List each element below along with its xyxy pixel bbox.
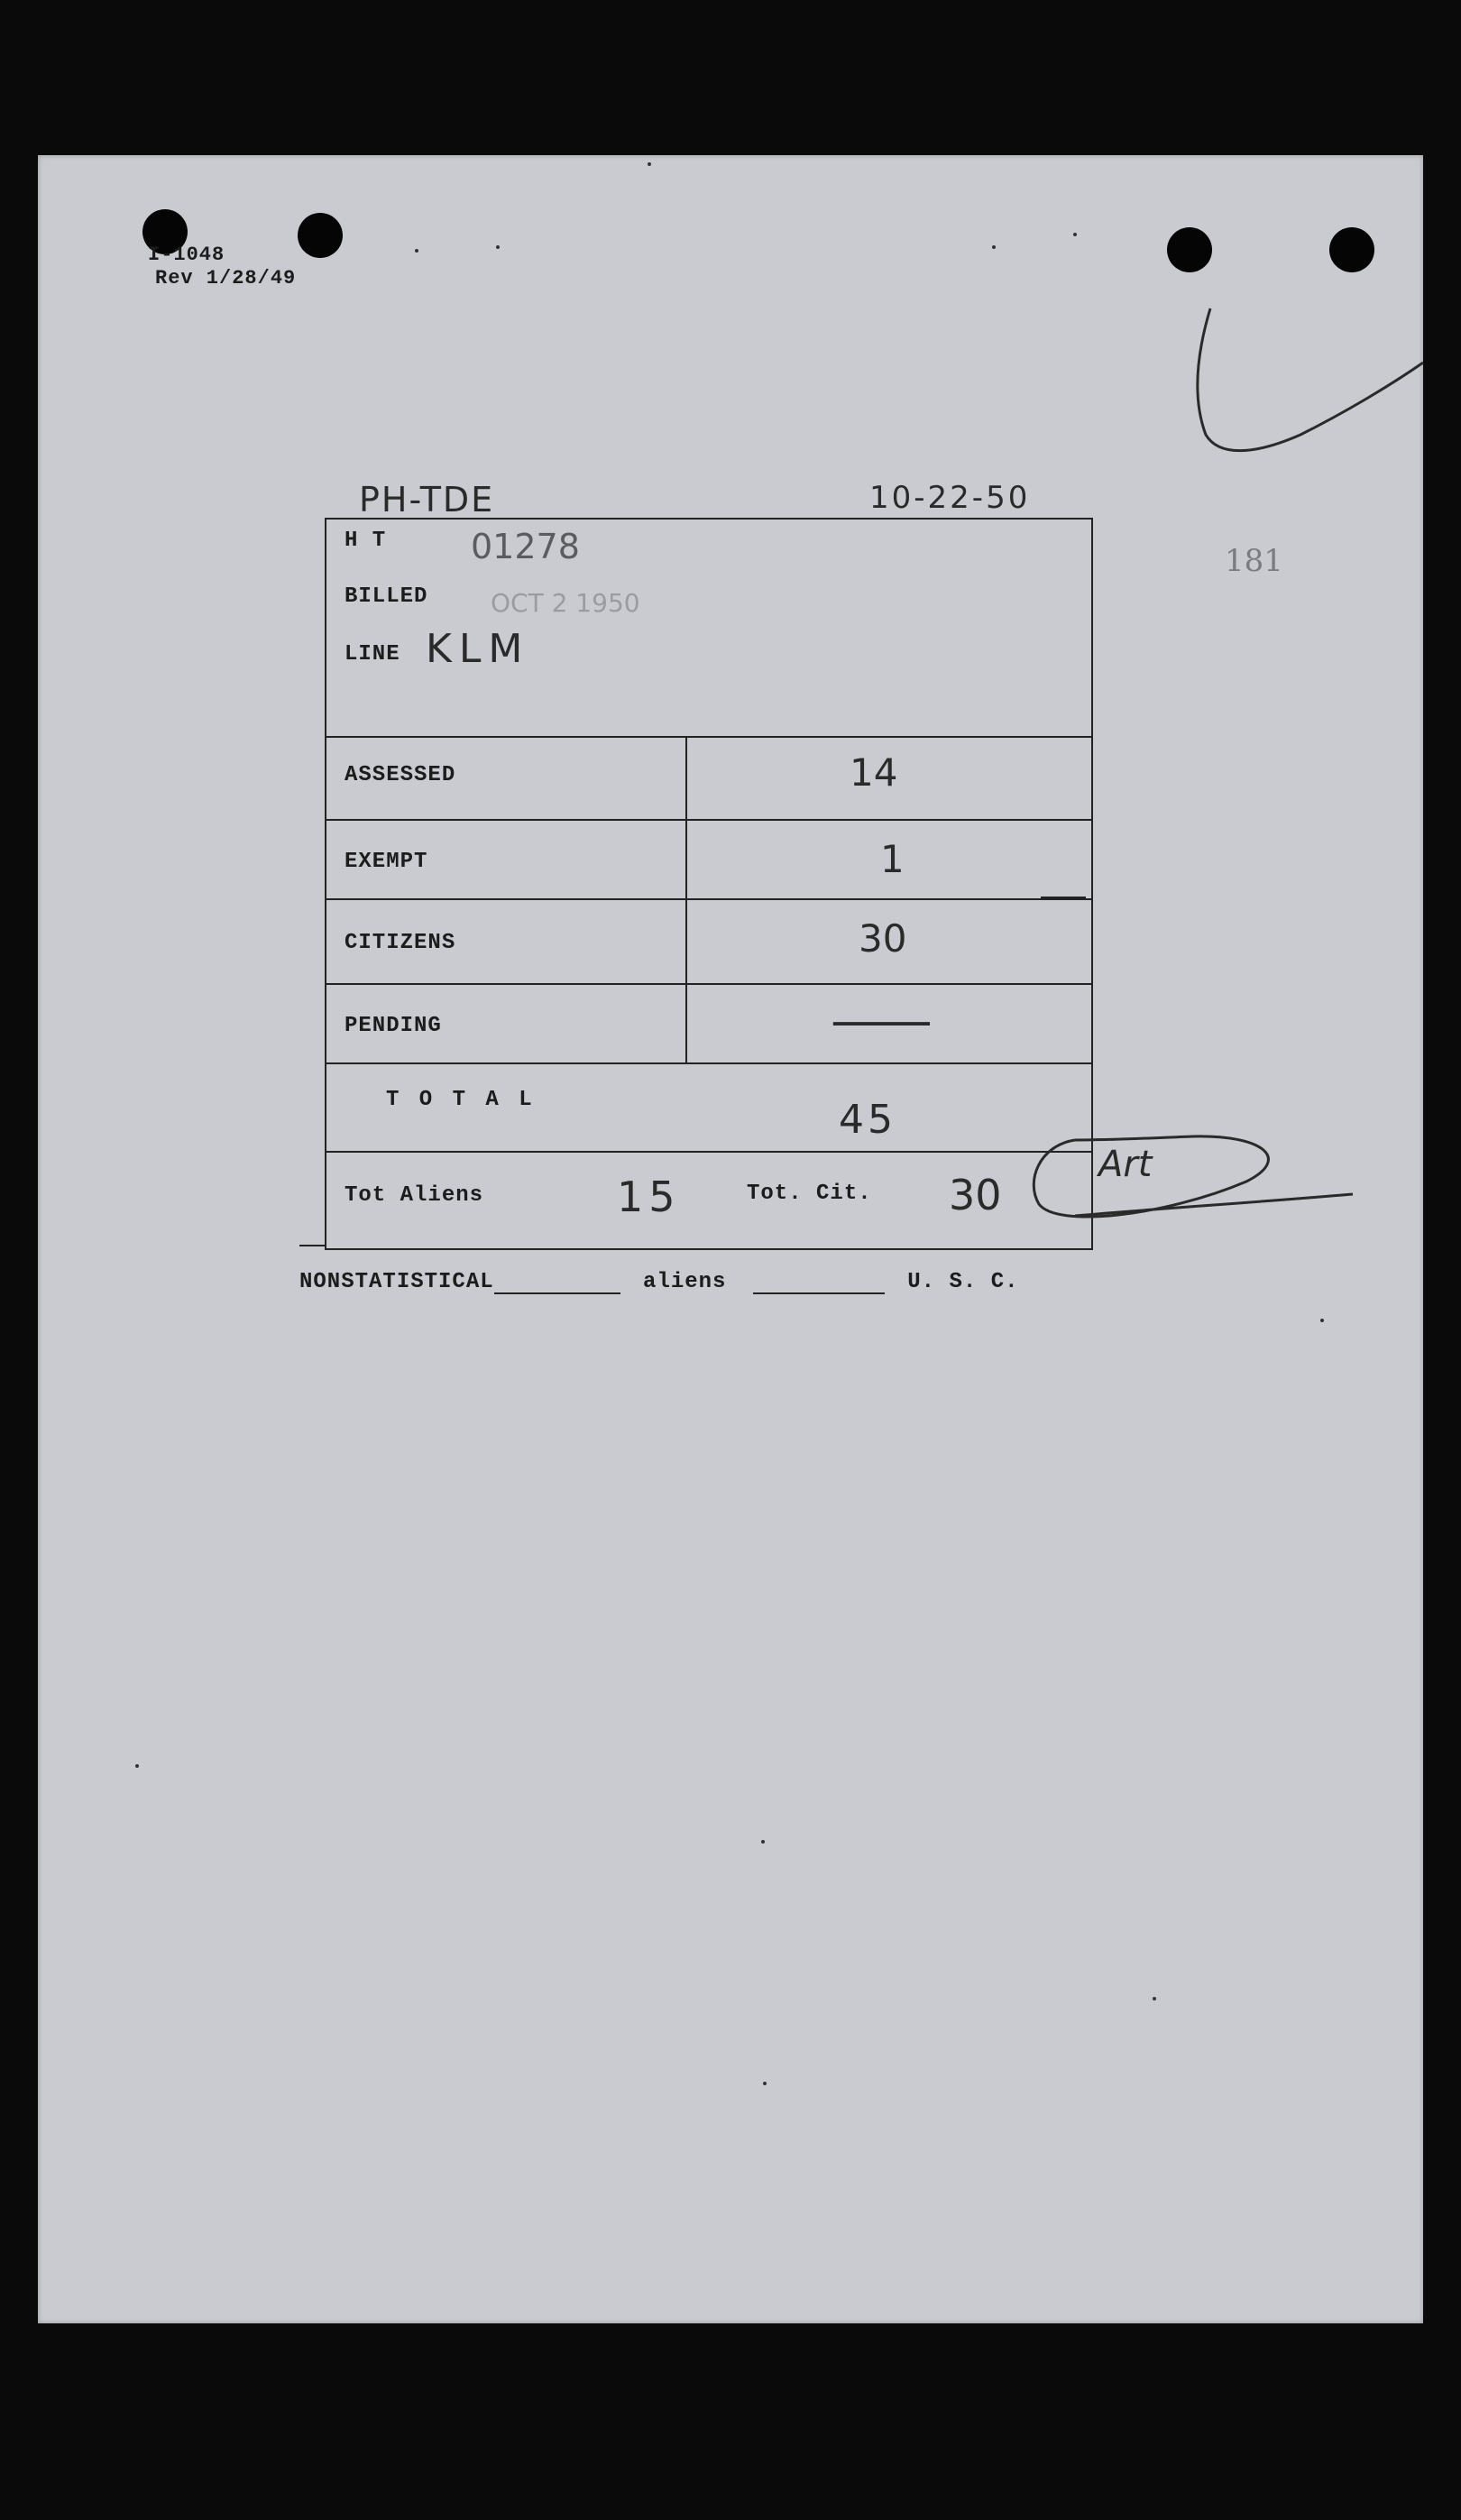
row-divider: [326, 1151, 1091, 1153]
row-divider: [326, 898, 1091, 900]
ht-label: H T: [345, 529, 387, 553]
speck: [761, 1840, 765, 1844]
row-divider: [326, 983, 1091, 985]
initials-text: Art: [1098, 1144, 1153, 1185]
aliens-label: aliens: [643, 1270, 727, 1294]
tot-aliens-value: 15: [617, 1173, 681, 1221]
exempt-dash: [1041, 897, 1086, 898]
row-divider: [326, 736, 1091, 738]
punch-hole: [298, 213, 343, 258]
ht-number: 01278: [471, 527, 580, 566]
form-base-line: [299, 1245, 326, 1246]
header-flight: PH-TDE: [359, 480, 495, 520]
initials-signature: [1021, 1127, 1364, 1236]
tot-cit-value: 30: [949, 1171, 1002, 1219]
airline-name: KLM: [426, 626, 530, 672]
exempt-value: 1: [880, 837, 905, 881]
page-number: 181: [1225, 543, 1283, 579]
nonstatistical-label: NONSTATISTICAL: [299, 1270, 494, 1294]
aliens-blank: [753, 1292, 885, 1294]
total-label: T O T A L: [386, 1088, 536, 1112]
billed-stamp: OCT 2 1950: [491, 588, 640, 618]
tot-cit-label: Tot. Cit.: [747, 1182, 872, 1206]
revision-date: Rev 1/28/49: [155, 267, 297, 290]
column-divider: [685, 736, 687, 1062]
pending-value: —: [828, 992, 935, 1049]
citizens-label: CITIZENS: [345, 931, 456, 955]
row-divider: [326, 1062, 1091, 1064]
row-divider: [326, 819, 1091, 821]
speck: [1320, 1319, 1324, 1322]
line-label: LINE: [345, 642, 400, 667]
billed-label: BILLED: [345, 584, 428, 609]
punch-hole: [1167, 227, 1212, 272]
speck: [496, 245, 500, 249]
speck: [648, 162, 651, 166]
nonstatistical-blank: [494, 1292, 620, 1294]
speck: [1153, 1997, 1156, 2000]
nonstatistical-line: [299, 1270, 1019, 1294]
assessed-value: 14: [850, 750, 898, 795]
pending-label: PENDING: [345, 1014, 442, 1038]
check-mark-icon: [1183, 299, 1427, 498]
total-value: 45: [839, 1097, 896, 1143]
header-date: 10-22-50: [869, 480, 1031, 516]
speck: [992, 245, 996, 249]
speck: [763, 2082, 767, 2085]
assessed-label: ASSESSED: [345, 763, 456, 787]
tot-aliens-label: Tot Aliens: [345, 1183, 484, 1208]
usc-label: U. S. C.: [907, 1270, 1019, 1294]
document-page: [38, 155, 1423, 2323]
speck: [415, 249, 418, 253]
citizens-value: 30: [859, 916, 907, 961]
speck: [135, 1764, 139, 1768]
punch-hole: [1329, 227, 1374, 272]
speck: [1073, 233, 1077, 236]
exempt-label: EXEMPT: [345, 850, 428, 874]
form-number: I-1048: [148, 244, 225, 266]
manifest-form-table: [325, 518, 1093, 1250]
